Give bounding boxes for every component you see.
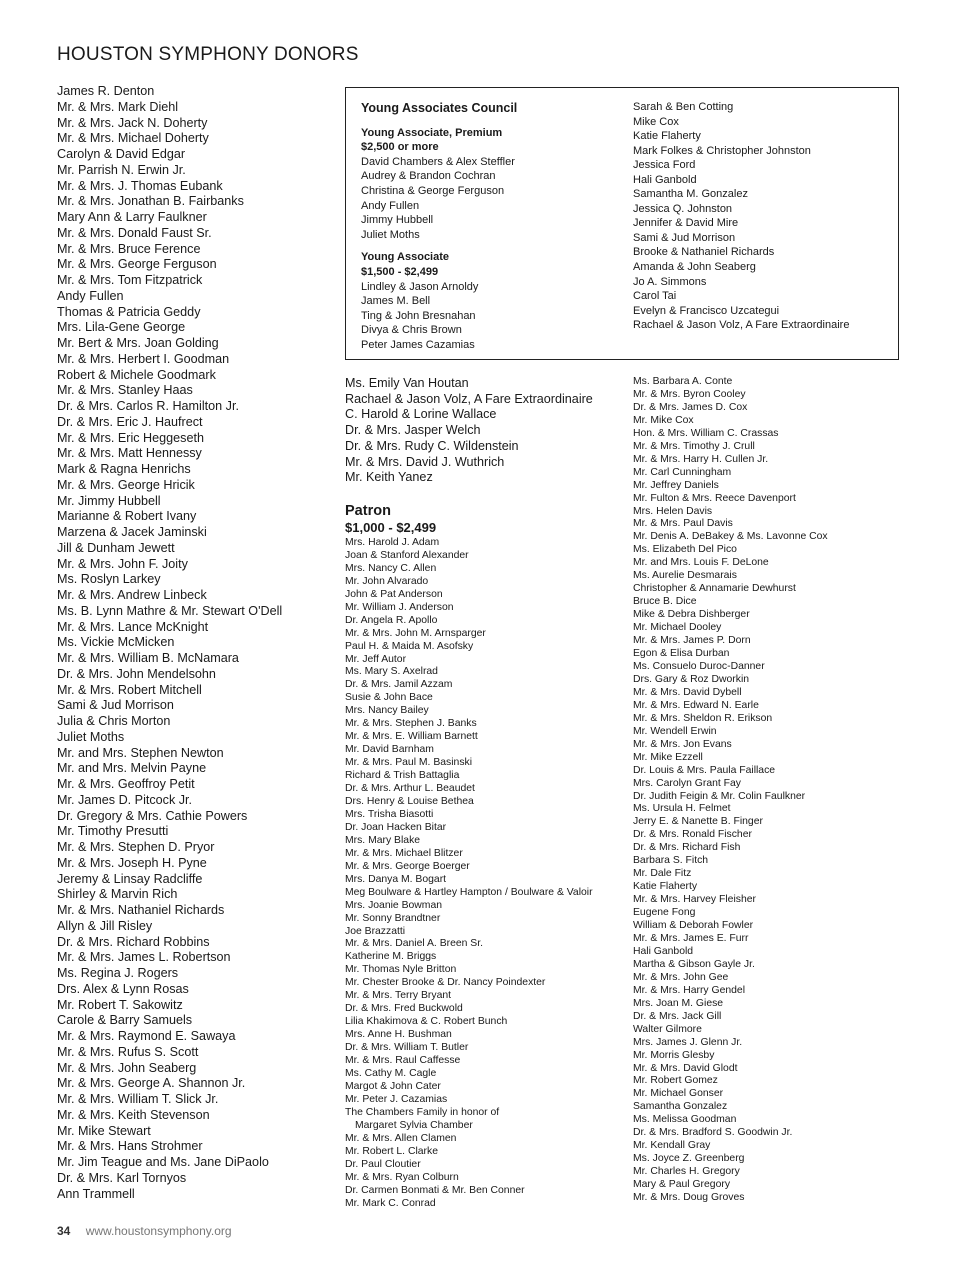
donor-name: Mr. Kendall Gray — [633, 1140, 711, 1152]
donor-name: Ms. Melissa Goodman — [633, 1114, 737, 1126]
donor-name: Mr. & Mrs. Harvey Fleisher — [633, 894, 756, 906]
donor-name: Juliet Moths — [361, 228, 420, 241]
donor-name: Mr. & Mrs. Raul Caffesse — [345, 1055, 461, 1067]
donor-name: Mr. Mike Ezzell — [633, 751, 703, 763]
donor-name: Mr. & Mrs. Michael Blitzer — [345, 847, 463, 859]
donor-name: Mrs. Nancy C. Allen — [345, 562, 437, 574]
donor-name: Sami & Jud Morrison — [57, 698, 174, 713]
donor-name: Mr. & Mrs. John M. Arnsparger — [345, 627, 486, 639]
donor-name: Ms. Roslyn Larkey — [57, 572, 161, 587]
donor-name: Juliet Moths — [57, 729, 125, 744]
donor-name: Katie Flaherty — [633, 130, 701, 143]
donor-name: Dr. & Mrs. James D. Cox — [633, 401, 748, 413]
premium-tier-heading: Young Associate, Premium — [361, 126, 503, 139]
donor-name: Ms. B. Lynn Mathre & Mr. Stewart O'Dell — [57, 603, 283, 618]
donor-name: Ms. Barbara A. Conte — [633, 376, 733, 387]
donor-list-continued — [345, 376, 625, 486]
donor-name: Dr. & Mrs. William T. Butler — [345, 1042, 469, 1054]
donor-name: Dr. & Mrs. Jack Gill — [633, 1010, 722, 1022]
donor-name: Marianne & Robert Ivany — [57, 509, 197, 524]
donor-name: Ms. Elizabeth Del Pico — [633, 544, 737, 556]
donor-name: Carol Tai — [633, 290, 677, 303]
donor-name: Dr. Gregory & Mrs. Cathie Powers — [57, 808, 248, 823]
donor-name: Andy Fullen — [361, 199, 420, 212]
donor-name: Mr. Robert Gomez — [633, 1075, 718, 1087]
donor-name: Mr. Michael Dooley — [633, 622, 722, 634]
donor-name: Mr. & Mrs. Michael Doherty — [57, 131, 209, 146]
donor-name: Ms. Mary S. Axelrad — [345, 666, 438, 678]
donor-name: Mr. Bert & Mrs. Joan Golding — [57, 336, 219, 350]
donor-name: Mr. Peter J. Cazamias — [345, 1093, 448, 1105]
donor-name: Ms. Vickie McMicken — [57, 635, 175, 650]
donor-name: Mrs. Danya M. Bogart — [345, 873, 447, 885]
donor-name: Mr. & Mrs. Harry H. Cullen Jr. — [633, 453, 769, 465]
donor-name: Robert & Michele Goodmark — [57, 367, 216, 382]
donor-name: Ms. Cathy M. Cagle — [345, 1068, 437, 1079]
donor-name: Mr. & Mrs. George Hricik — [57, 477, 195, 492]
donor-name: Katie Flaherty — [633, 881, 698, 893]
donor-name: Ting & John Bresnahan — [361, 309, 476, 322]
donor-name: Mr. Keith Yanez — [345, 470, 433, 485]
donor-name: Ann Trammell — [57, 1186, 135, 1201]
donor-name: Paul H. & Maida M. Asofsky — [345, 640, 474, 652]
young-associates-council-box — [345, 87, 899, 360]
donor-name: Mrs. Mary Blake — [345, 834, 421, 846]
donor-name: Mr. & Mrs. Eric Heggeseth — [57, 430, 204, 445]
donor-name: Peter James Cazamias — [361, 338, 475, 351]
donor-name: Carole & Barry Samuels — [57, 1013, 193, 1028]
associate-donor-list — [361, 280, 621, 353]
donor-name: Mrs. Trisha Biasotti — [345, 808, 434, 820]
donor-name: Mr. & Mrs. J. Thomas Eubank — [57, 178, 223, 193]
donor-name: Dr. & Mrs. Bradford S. Goodwin Jr. — [633, 1127, 793, 1139]
donor-name: Mr. & Mrs. Stephen D. Pryor — [57, 840, 215, 854]
donor-name: Mr. Michael Gonser — [633, 1088, 724, 1100]
donor-name: Martha & Gibson Gayle Jr. — [633, 958, 755, 970]
donor-name: Dr. Louis & Mrs. Paula Faillace — [633, 764, 776, 776]
donor-name: Divya & Chris Brown — [361, 324, 462, 337]
donor-name: Hali Ganbold — [633, 945, 694, 957]
donor-name: James R. Denton — [57, 84, 155, 98]
donor-name: Mrs. Lila-Gene George — [57, 320, 186, 335]
donor-name: Mr. & Mrs. George Ferguson — [57, 257, 217, 272]
council-right-column — [633, 100, 893, 333]
donor-name: Mrs. James J. Glenn Jr. — [633, 1036, 743, 1048]
donor-name: Mike & Debra Dishberger — [633, 609, 750, 621]
donor-name: Jerry E. & Nanette B. Finger — [633, 816, 763, 828]
donor-name: Dr. & Mrs. Arthur L. Beaudet — [345, 783, 475, 795]
donor-name: Mr. & Mrs. Doug Groves — [633, 1192, 745, 1204]
donor-name: Mr. & Mrs. Jon Evans — [633, 738, 732, 750]
donor-name: Dr. & Mrs. Rudy C. Wildenstein — [345, 438, 519, 453]
donor-name: Mr. & Mrs. Mark Diehl — [57, 99, 179, 114]
donor-column-left — [57, 84, 337, 1202]
donor-name: Mr. & Mrs. Ryan Colburn — [345, 1171, 459, 1183]
donor-name: Mr. & Mrs. Sheldon R. Erikson — [633, 712, 773, 724]
donor-name: Dr. & Mrs. Richard Robbins — [57, 934, 210, 949]
donor-name: Dr. & Mrs. Fred Buckwold — [345, 1003, 463, 1015]
donor-name: Mark Folkes & Christopher Johnston — [633, 144, 811, 157]
page-footer — [57, 1224, 232, 1238]
donor-name: Jessica Ford — [633, 159, 696, 172]
donor-name: Mr. Mike Stewart — [57, 1123, 151, 1138]
donor-name: Mr. Parrish N. Erwin Jr. — [57, 162, 186, 177]
donor-name: Bruce B. Dice — [633, 596, 697, 608]
donor-name: Hon. & Mrs. William C. Crassas — [633, 427, 779, 439]
donor-name: Hali Ganbold — [633, 173, 697, 186]
donor-name: Mr. & Mrs. Paul Davis — [633, 518, 733, 530]
donor-name: Mr. & Mrs. Tom Fitzpatrick — [57, 273, 203, 287]
donor-name: Mr. Jim Teague and Ms. Jane DiPaolo — [57, 1155, 269, 1169]
donor-name: Mr. & Mrs. Paul M. Basinski — [345, 757, 473, 769]
donor-name: Mr. Dale Fitz — [633, 868, 692, 880]
donor-name: Jessica Q. Johnston — [633, 202, 733, 215]
donor-name: Mr. & Mrs. Allen Clamen — [345, 1132, 457, 1144]
donor-column-right — [633, 376, 923, 1205]
donor-name: Dr. Paul Cloutier — [345, 1158, 421, 1170]
donor-name: The Chambers Family in honor of — [345, 1106, 500, 1118]
donor-name: Mr. & Mrs. Robert Mitchell — [57, 682, 202, 697]
donor-name: Dr. & Mrs. Karl Tornyos — [57, 1170, 187, 1185]
donor-name: Dr. & Mrs. John Mendelsohn — [57, 666, 216, 681]
donor-name: Mr. & Mrs. Andrew Linbeck — [57, 588, 207, 602]
donor-name: Carolyn & David Edgar — [57, 147, 186, 161]
donor-name: Mr. & Mrs. William B. McNamara — [57, 651, 239, 665]
donor-name: John & Pat Anderson — [345, 588, 443, 600]
donor-name: Mr. Denis A. DeBakey & Ms. Lavonne Cox — [633, 531, 828, 543]
donor-name: Samantha Gonzalez — [633, 1101, 728, 1113]
donor-name: Brooke & Nathaniel Richards — [633, 246, 775, 259]
council-left-column — [361, 101, 621, 353]
donor-name: Mr. Sonny Brandtner — [345, 912, 441, 924]
premium-donor-list — [361, 155, 621, 243]
donor-name: Rachael & Jason Volz, A Fare Extraordinaire — [345, 391, 593, 406]
donor-name: Allyn & Jill Risley — [57, 918, 153, 933]
donor-name: Mark & Ragna Henrichs — [57, 462, 191, 476]
donor-name: Mr. & Mrs. James E. Furr — [633, 932, 749, 944]
donor-name: Mr. and Mrs. Melvin Payne — [57, 761, 207, 776]
donor-name: Mr. & Mrs. Donald Faust Sr. — [57, 225, 212, 240]
donor-name: Margaret Sylvia Chamber — [355, 1119, 473, 1131]
donor-name: Mr. & Mrs. David Glodt — [633, 1062, 738, 1074]
donor-name: Richard & Trish Battaglia — [345, 770, 460, 782]
donor-name: Ms. Aurelie Desmarais — [633, 570, 737, 582]
patron-range: $1,000 - $2,499 — [345, 519, 437, 535]
donor-name: Ms. Ursula H. Felmet — [633, 803, 731, 815]
donor-name: Mr. & Mrs. Stanley Haas — [57, 383, 193, 398]
donor-name: Mr. Mark C. Conrad — [345, 1197, 436, 1209]
premium-tier-range: $2,500 or more — [361, 141, 439, 154]
donor-name: Mr. and Mrs. Louis F. DeLone — [633, 557, 769, 569]
donor-name: Mr. John Alvarado — [345, 575, 429, 587]
patron-heading: Patron — [345, 502, 391, 519]
donor-name: Mr. & Mrs. Geoffroy Petit — [57, 777, 195, 791]
donor-name: Mr. & Mrs. Jack N. Doherty — [57, 115, 208, 130]
donor-name: David Chambers & Alex Steffler — [361, 155, 515, 168]
donor-name: Mr. William J. Anderson — [345, 601, 454, 613]
donor-name: Mr. Charles H. Gregory — [633, 1166, 740, 1178]
donor-name: Shirley & Marvin Rich — [57, 887, 178, 902]
donor-name: Mr. & Mrs. Timothy J. Crull — [633, 440, 755, 452]
donor-name: Mr. Mike Cox — [633, 414, 694, 426]
donor-name: Mr. Fulton & Mrs. Reece Davenport — [633, 492, 796, 504]
donor-name: Joan & Stanford Alexander — [345, 549, 469, 561]
donor-name: Mr. & Mrs. Byron Cooley — [633, 388, 746, 400]
donor-name: Mr. Jeff Autor — [345, 653, 407, 665]
donor-name: Andy Fullen — [57, 288, 124, 303]
donor-name: Dr. Judith Feigin & Mr. Colin Faulkner — [633, 790, 806, 802]
donor-name: Ms. Joyce Z. Greenberg — [633, 1153, 745, 1165]
donor-name: Mr. & Mrs. Terry Bryant — [345, 990, 452, 1002]
donor-name: Mr. & Mrs. Hans Strohmer — [57, 1139, 203, 1154]
donor-name: Drs. Gary & Roz Dworkin — [633, 673, 750, 685]
donor-name: Jimmy Hubbell — [361, 214, 434, 227]
donor-name: Mr. & Mrs. Herbert I. Goodman — [57, 351, 230, 366]
donor-name: Dr. & Mrs. Carlos R. Hamilton Jr. — [57, 399, 239, 413]
donor-name: Mrs. Helen Davis — [633, 505, 713, 517]
donor-name: Mrs. Anne H. Bushman — [345, 1029, 452, 1041]
donor-name: Thomas & Patricia Geddy — [57, 304, 201, 319]
donor-name: Lindley & Jason Arnoldy — [361, 280, 479, 293]
donor-name: Mr. & Mrs. Raymond E. Sawaya — [57, 1029, 236, 1043]
donor-name: Mr. & Mrs. William T. Slick Jr. — [57, 1092, 219, 1106]
donor-name: Sami & Jud Morrison — [633, 231, 736, 244]
donor-name: Mr. & Mrs. Rufus S. Scott — [57, 1044, 199, 1059]
donor-name: Walter Gilmore — [633, 1023, 702, 1035]
donor-name: Mr. Chester Brooke & Dr. Nancy Poindexter — [345, 977, 546, 989]
donor-name: Amanda & John Seaberg — [633, 261, 756, 274]
donor-name: Joe Brazzatti — [345, 925, 406, 937]
donor-name: Julia & Chris Morton — [57, 714, 171, 728]
donor-name: Dr. Carmen Bonmati & Mr. Ben Conner — [345, 1184, 525, 1196]
donor-name: Mr. David Barnham — [345, 744, 434, 756]
page-title: HOUSTON SYMPHONY DONORS — [57, 44, 359, 65]
donor-name: Mrs. Harold J. Adam — [345, 536, 440, 548]
donor-name: Jo A. Simmons — [633, 275, 707, 288]
donor-name: William & Deborah Fowler — [633, 920, 754, 932]
council-title: Young Associates Council — [361, 101, 518, 115]
donor-name: Mr. Morris Glesby — [633, 1049, 715, 1061]
donor-name: Mr. and Mrs. Stephen Newton — [57, 745, 224, 760]
donor-name: Mr. & Mrs. John F. Joity — [57, 556, 188, 571]
donor-name: Mrs. Nancy Bailey — [345, 705, 429, 717]
donor-name: Mr. & Mrs. George Boerger — [345, 860, 470, 872]
donor-name: Drs. Alex & Lynn Rosas — [57, 981, 189, 996]
donor-name: Mr. & Mrs. George A. Shannon Jr. — [57, 1076, 246, 1091]
donor-name: C. Harold & Lorine Wallace — [345, 407, 497, 422]
donor-name: Mr. Robert L. Clarke — [345, 1145, 438, 1157]
donor-name: Mrs. Carolyn Grant Fay — [633, 777, 741, 789]
donor-name: Mr. & Mrs. Daniel A. Breen Sr. — [345, 938, 484, 950]
associate-tier-range: $1,500 - $2,499 — [361, 265, 439, 278]
donor-name: Dr. & Mrs. Ronald Fischer — [633, 829, 752, 841]
associate-tier-heading: Young Associate — [361, 251, 450, 264]
donor-name: Mike Cox — [633, 115, 679, 128]
donor-name: Ms. Regina J. Rogers — [57, 966, 179, 980]
donor-name: Mr. & Mrs. David Dybell — [633, 686, 742, 698]
donor-name: James M. Bell — [361, 295, 431, 308]
donor-name: Mr. & Mrs. Keith Stevenson — [57, 1107, 210, 1122]
donor-name: Mr. Wendell Erwin — [633, 725, 717, 737]
donor-name: Mr. & Mrs. John Seaberg — [57, 1060, 197, 1075]
donor-name: Mr. & Mrs. Jonathan B. Fairbanks — [57, 194, 244, 209]
donor-name: Mr. Timothy Presutti — [57, 824, 169, 839]
donor-name: Mr. & Mrs. Harry Gendel — [633, 984, 746, 996]
donor-name: Lilia Khakimova & C. Robert Bunch — [345, 1016, 508, 1028]
donor-name: Ms. Emily Van Houtan — [345, 376, 469, 390]
donor-column-middle — [345, 376, 625, 1210]
donor-name: Mr. & Mrs. James P. Dorn — [633, 635, 751, 647]
donor-name: Mr. Jimmy Hubbell — [57, 493, 161, 508]
donor-name: Audrey & Brandon Cochran — [361, 170, 496, 183]
donor-name: Mr. James D. Pitcock Jr. — [57, 792, 193, 807]
donor-name: Mr. & Mrs. Stephen J. Banks — [345, 718, 477, 730]
donor-name: Dr. Angela R. Apollo — [345, 614, 438, 626]
donor-name: Mr. & Mrs. Edward N. Earle — [633, 699, 759, 711]
donor-name: Sarah & Ben Cotting — [633, 101, 734, 113]
page-number: 34 — [57, 1224, 71, 1238]
donor-name: Katherine M. Briggs — [345, 951, 437, 963]
donor-name: Dr. & Mrs. Jasper Welch — [345, 423, 481, 438]
donor-name: Eugene Fong — [633, 907, 696, 919]
donor-name: Mr. & Mrs. John Gee — [633, 971, 729, 983]
donor-name: Dr. Joan Hacken Bitar — [345, 821, 447, 833]
donor-name: Rachael & Jason Volz, A Fare Extraordinaire — [633, 319, 850, 332]
donor-name: Mr. & Mrs. David J. Wuthrich — [345, 454, 505, 469]
donor-name: Mr. & Mrs. James L. Robertson — [57, 950, 231, 965]
donor-name: Mrs. Joan M. Giese — [633, 997, 724, 1009]
donor-name: Christopher & Annamarie Dewhurst — [633, 583, 796, 595]
donor-name: Mr. & Mrs. Lance McKnight — [57, 619, 209, 634]
donor-name: Meg Boulware & Hartley Hampton / Boulware & Valoir — [345, 886, 593, 898]
donor-name: Margot & John Cater — [345, 1080, 441, 1092]
donor-name: Mr. & Mrs. Joseph H. Pyne — [57, 855, 207, 870]
donor-name: Mr. & Mrs. E. William Barnett — [345, 731, 478, 743]
donor-name: Samantha M. Gonzalez — [633, 188, 748, 201]
donor-name: Evelyn & Francisco Uzcategui — [633, 304, 780, 317]
donor-name: Mary & Paul Gregory — [633, 1179, 731, 1191]
donor-name: Jill & Dunham Jewett — [57, 540, 175, 555]
donor-name: Dr. & Mrs. Jamil Azzam — [345, 679, 453, 691]
donor-name: Mr. Robert T. Sakowitz — [57, 997, 183, 1012]
patron-donor-list — [345, 537, 625, 1211]
donor-name: Drs. Henry & Louise Bethea — [345, 795, 474, 807]
donor-name: Mr. Thomas Nyle Britton — [345, 964, 457, 976]
donor-name: Mr. & Mrs. Bruce Ference — [57, 241, 201, 256]
donor-name: Marzena & Jacek Jaminski — [57, 525, 207, 539]
donor-name: Egon & Elisa Durban — [633, 648, 730, 660]
donor-name: Mr. & Mrs. Matt Hennessy — [57, 446, 202, 461]
footer-url: www.houstonsymphony.org — [85, 1224, 232, 1238]
donor-name: Mrs. Joanie Bowman — [345, 899, 443, 911]
donor-name: Susie & John Bace — [345, 692, 433, 704]
donor-name: Mr. & Mrs. Nathaniel Richards — [57, 903, 225, 917]
donor-name: Dr. & Mrs. Richard Fish — [633, 842, 741, 854]
donor-name: Mr. Jeffrey Daniels — [633, 479, 719, 491]
donor-name: Jennifer & David Mire — [633, 217, 739, 230]
donor-name: Mary Ann & Larry Faulkner — [57, 210, 207, 224]
donor-name: Dr. & Mrs. Eric J. Haufrect — [57, 414, 203, 429]
donor-name: Mr. Carl Cunningham — [633, 466, 732, 478]
donor-name: Christina & George Ferguson — [361, 184, 505, 197]
donor-name: Jeremy & Linsay Radcliffe — [57, 871, 203, 886]
donor-name: Ms. Consuelo Duroc-Danner — [633, 660, 765, 672]
donor-name: Barbara S. Fitch — [633, 855, 709, 867]
